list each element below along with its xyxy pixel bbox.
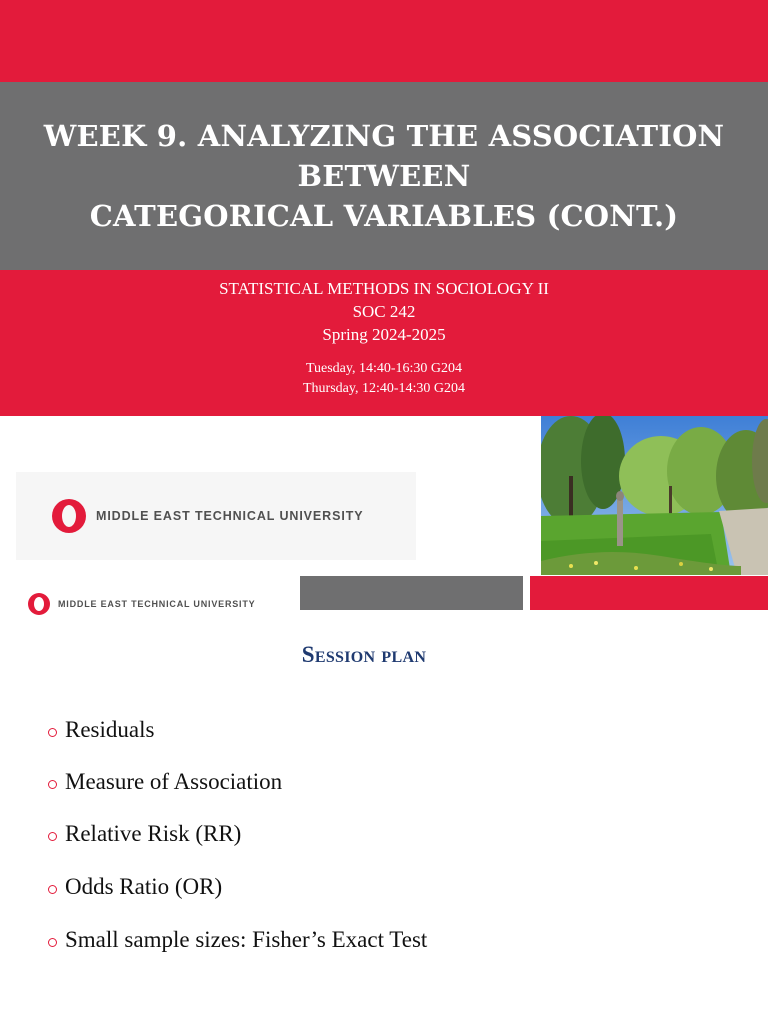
title-band — [0, 82, 768, 270]
session-plan-heading: Session plan — [301, 642, 427, 667]
list-item-text: Measure of Association — [65, 769, 283, 794]
list-item — [48, 920, 427, 960]
metu-emblem-icon — [52, 499, 86, 533]
university-name: MIDDLE EAST TECHNICAL UNIVERSITY — [96, 509, 364, 523]
circle-bullet-icon — [48, 780, 57, 789]
course-name: STATISTICAL METHODS IN SOCIOLOGY II — [219, 279, 549, 298]
circle-bullet-icon — [48, 832, 57, 841]
header-gray-bar — [300, 576, 523, 610]
list-item — [48, 814, 241, 854]
list-item-text: Residuals — [65, 717, 155, 742]
circle-bullet-icon — [48, 728, 57, 737]
circle-bullet-icon — [48, 938, 57, 947]
metu-emblem-icon — [28, 593, 50, 615]
list-item — [48, 762, 282, 802]
course-code: SOC 242 — [352, 302, 416, 321]
university-logo-small — [28, 593, 255, 615]
header-red-bar — [530, 576, 768, 610]
course-info-band — [0, 270, 768, 416]
list-item — [48, 867, 222, 907]
slide-title — [24, 116, 744, 236]
list-item-text: Small sample sizes: Fisher’s Exact Test — [65, 927, 428, 952]
title-line-2: BETWEEN — [297, 159, 471, 193]
schedule-thursday: Thursday, 12:40-14:30 G204 — [302, 381, 466, 396]
title-line-3: CATEGORICAL VARIABLES (CONT.) — [89, 199, 679, 233]
schedule-tuesday: Tuesday, 14:40-16:30 G204 — [305, 361, 463, 376]
list-item-text: Odds Ratio (OR) — [65, 874, 223, 899]
campus-photo — [541, 416, 768, 575]
university-name-small: MIDDLE EAST TECHNICAL UNIVERSITY — [58, 599, 256, 609]
list-item-text: Relative Risk (RR) — [65, 821, 242, 846]
title-line-1: WEEK 9. ANALYZING THE ASSOCIATION — [43, 119, 725, 153]
circle-bullet-icon — [48, 885, 57, 894]
university-logo — [16, 472, 416, 560]
list-item — [48, 710, 154, 750]
top-red-band — [0, 0, 768, 82]
course-term: Spring 2024-2025 — [322, 325, 446, 344]
